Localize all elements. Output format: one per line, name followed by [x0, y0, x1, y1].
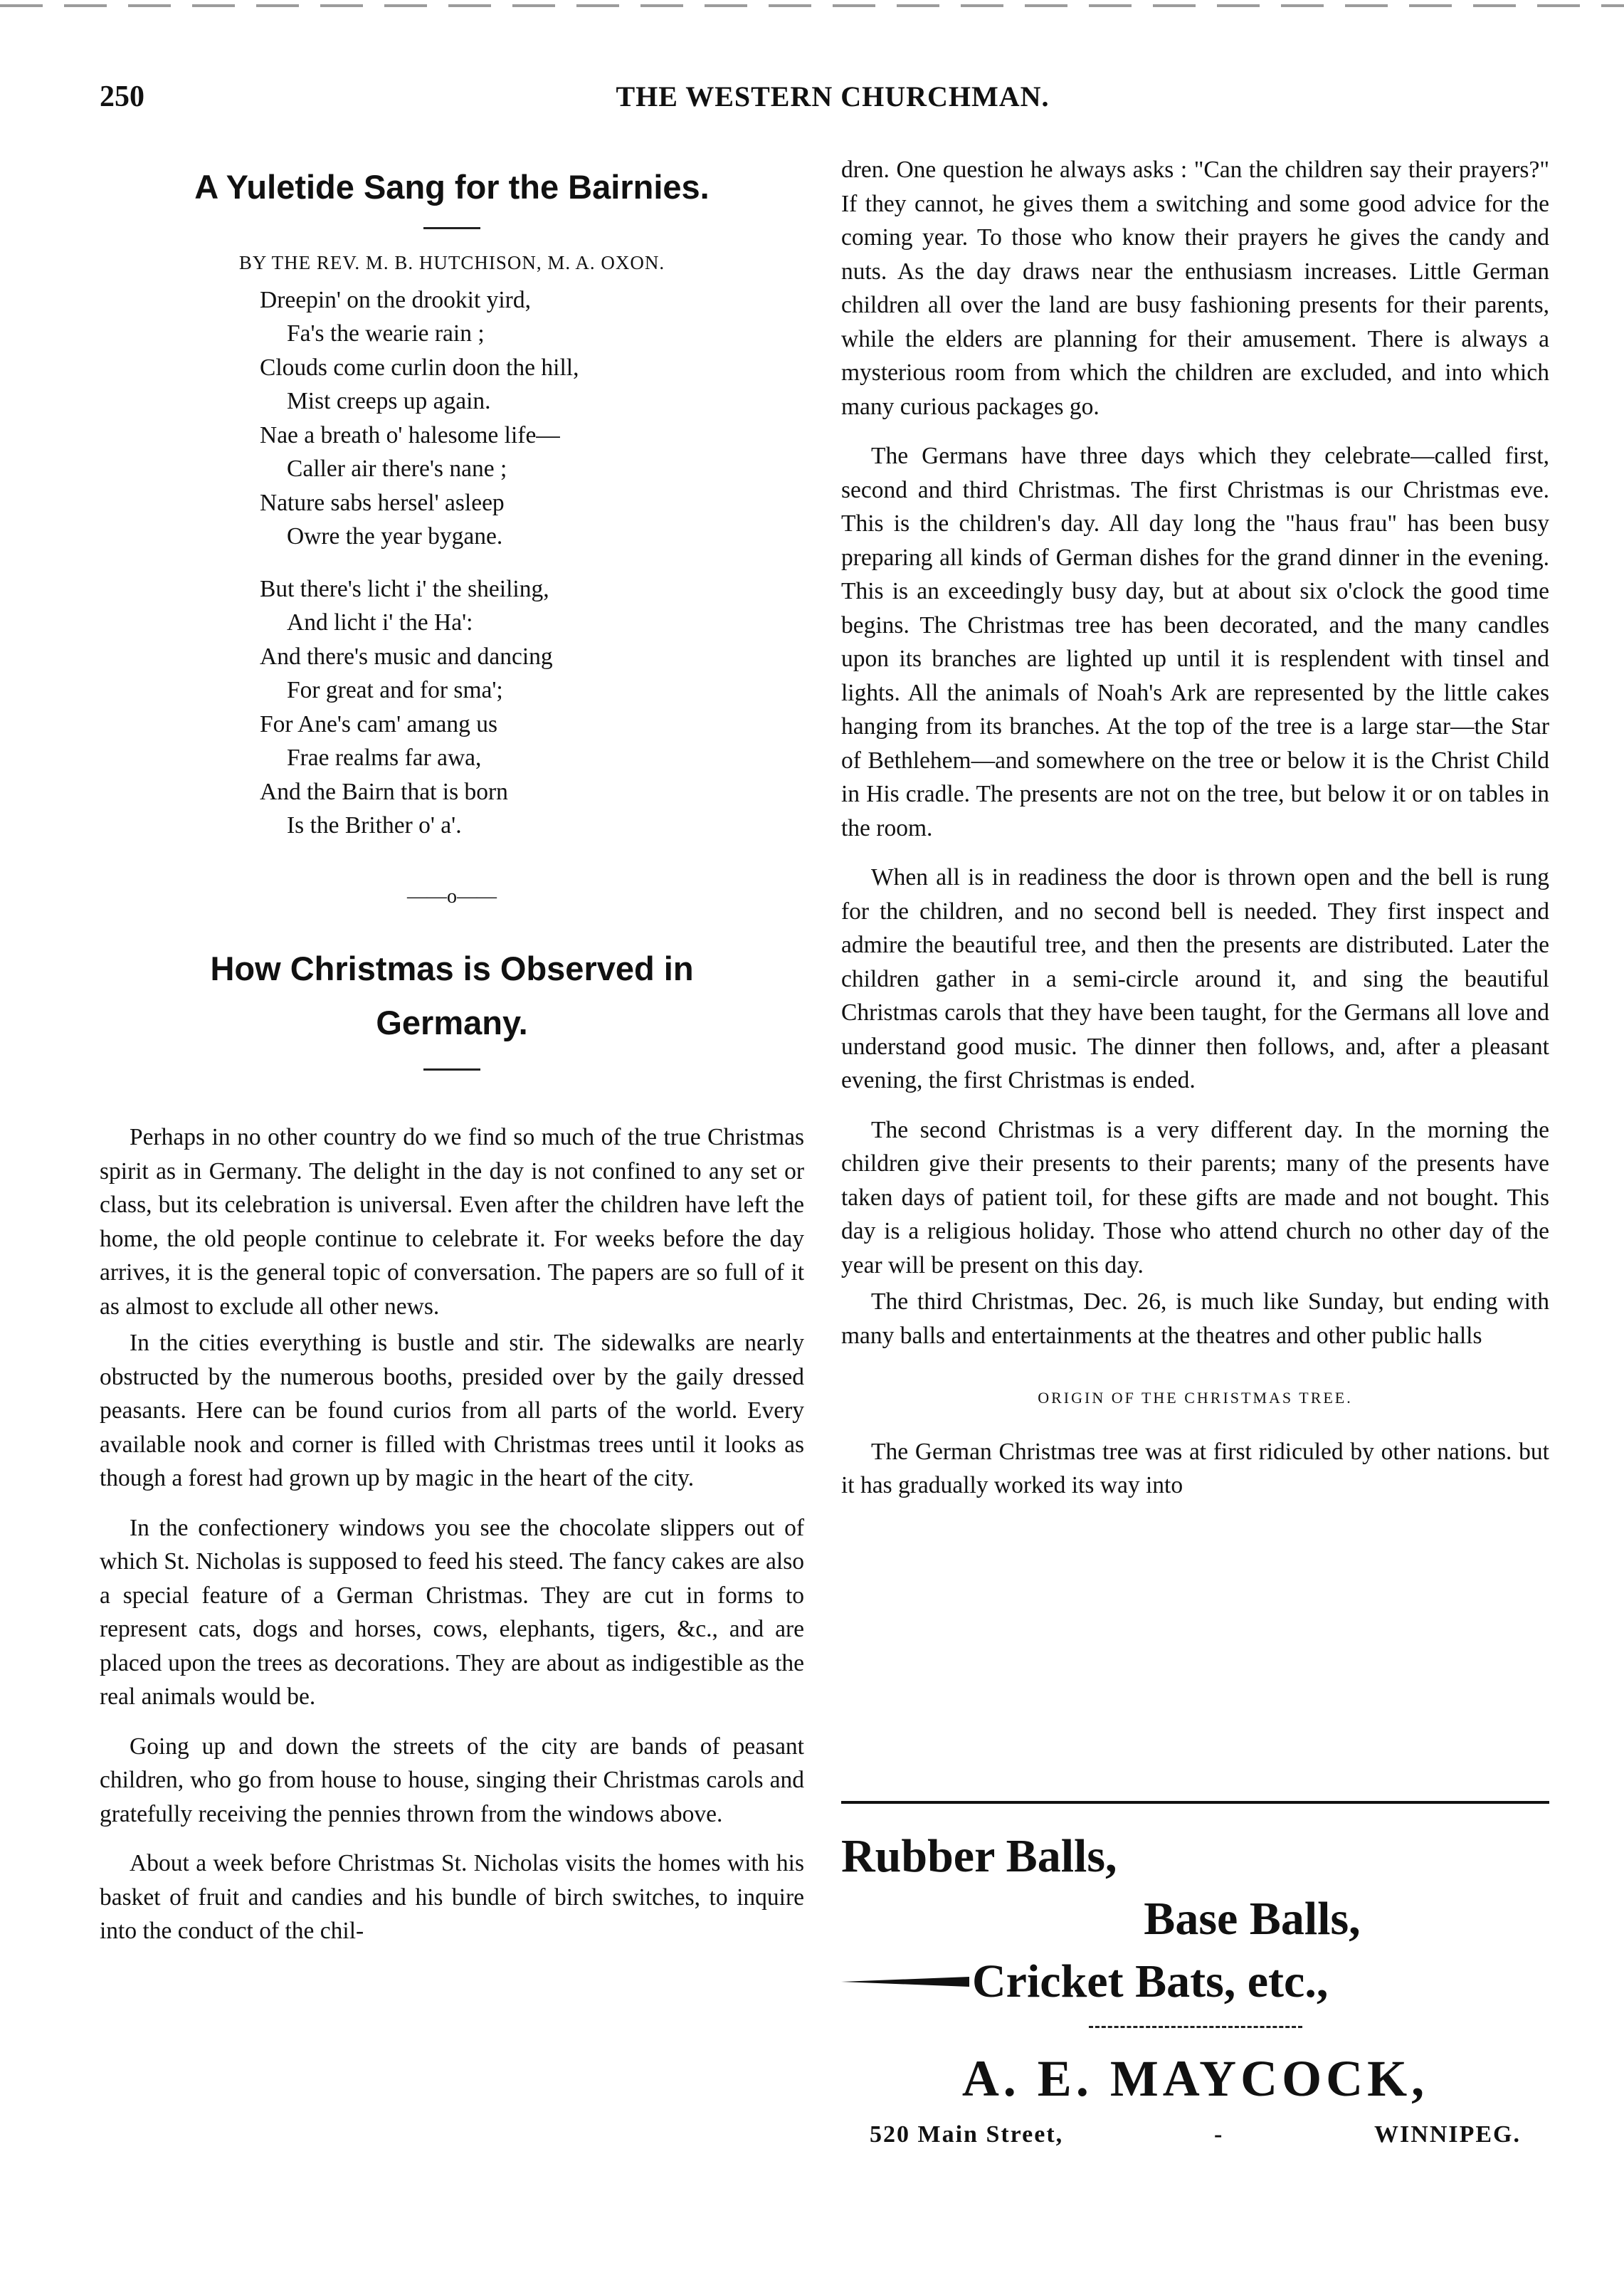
- poem-line: Frae realms far awa,: [287, 745, 482, 771]
- poem-title: A Yuletide Sang for the Bairnies.: [194, 168, 710, 206]
- article-paragraph: In the confectionery windows you see the chocolate slippers out of which St. Nicholas is supposed to feed his steed. The fancy cakes are also a special feature of a German Christmas. They are cut in forms to represent cats, dogs and horses, cows, elephants, tigers, &c., and are placed upon the trees as decorations. They are about as indigestible as the real animals would be.: [100, 1514, 804, 1710]
- poem-line: Caller air there's nane ;: [287, 456, 507, 482]
- advertisement: [841, 1801, 1549, 2171]
- poem-line: Is the Brither o' a'.: [287, 812, 462, 839]
- ad-top-rule: [841, 1801, 1549, 1804]
- article-paragraph: In the cities everything is bustle and stir. The sidewalks are nearly obstructed by the numerous booths, presided over by the gaily dressed peasants. Here can be found curios from all parts of the world. Every available nook and corner is filled with Christmas trees until it looks as though a forest had grown up by magic in the heart of the city.: [100, 1330, 804, 1491]
- street-address: 520 Main Street,: [870, 2121, 1064, 2148]
- right-column: [841, 153, 1549, 1503]
- article-paragraph: The second Christmas is a very different day. In the morning the children give their presents to their parents; many of the presents have taken days of patient toil, for these gifts are made and not bought. This day is a religious holiday. Those who attend church no other day of the year will be present on this day.: [841, 1116, 1549, 1278]
- poem-line: Dreepin' on the drookit yird,: [260, 286, 531, 313]
- section-divider: ——o——: [407, 885, 497, 908]
- poem-byline: BY THE REV. M. B. HUTCHISON, M. A. OXON.: [238, 252, 665, 273]
- merchant-address: [841, 2121, 1549, 2148]
- address-separator: -: [1213, 2121, 1224, 2148]
- poem-line: Clouds come curlin doon the hill,: [260, 354, 579, 381]
- poem-line: Fa's the wearie rain ;: [287, 320, 485, 347]
- article-paragraph: The German Christmas tree was at first ridiculed by other nations. but it has gradually worked its way into: [841, 1438, 1549, 1498]
- city-name: WINNIPEG.: [1374, 2121, 1521, 2148]
- article-paragraph: The third Christmas, Dec. 26, is much like Sunday, but ending with many balls and entertainments at the theatres and other public halls: [841, 1288, 1549, 1349]
- ad-line-base-balls: Base Balls,: [1144, 1893, 1361, 1945]
- article-title-rule: [423, 1068, 480, 1071]
- merchant-name: A. E. MAYCOCK,: [961, 2050, 1429, 2107]
- poem-stanza: [260, 572, 804, 843]
- page-top-rule: [0, 4, 1624, 7]
- poem-line: Nature sabs hersel' asleep: [260, 489, 505, 516]
- article-paragraph: Going up and down the streets of the city are bands of peasant children, who go from house to house, singing their Christmas carols and gratefully receiving the pennies thrown from the windows above.: [100, 1733, 804, 1827]
- article-paragraph: The Germans have three days which they celebrate—called first, second and third Christmas. The first Christmas is our Christmas eve. This is the children's day. All day long the "haus frau" has been busy preparing all kinds of German dishes for the grand dinner in the evening. This is an exceedingly busy day, but at about six o'clock the good time begins. The Christmas tree has been decorated, and the many candles upon its branches are lighted up until it is resplendent with tinsel and lights. All the animals of Noah's Ark are represented by the little cakes hanging from its branches. At the top of the tree is a large star—the Star of Bethlehem—and somewhere on the tree or below it is the Christ Child in His cradle. The presents are not on the tree, but below it or on tables in the room.: [841, 443, 1549, 841]
- poem-line: Mist creeps up again.: [287, 388, 491, 414]
- journal-title: THE WESTERN CHURCHMAN.: [616, 80, 1050, 112]
- left-column: [100, 153, 804, 1948]
- poem-line: And licht i' the Ha':: [287, 609, 473, 636]
- ad-line-cricket-bats: [841, 1950, 1549, 2013]
- poem-line: And the Bairn that is born: [260, 778, 508, 805]
- page-header: [100, 80, 1566, 122]
- article-title-line-2: Germany.: [376, 1004, 528, 1041]
- poem-line: Owre the year bygane.: [287, 523, 503, 550]
- poem-line: For great and for sma';: [287, 677, 503, 703]
- ad-line-cricket-text: Cricket Bats, etc.,: [972, 1955, 1329, 2007]
- ad-line-rubber-balls: Rubber Balls,: [841, 1830, 1117, 1882]
- article-paragraph: Perhaps in no other country do we find so much of the true Christmas spirit as in Germany. The delight in the day is not confined to any set or class, but its celebration is universal. Even after the children have left the home, the old people continue to celebrate it. For weeks before the day arrives, it is the general topic of conversation. The papers are so full of it as almost to exclude all other news.: [100, 1124, 804, 1320]
- subheading: ORIGIN OF THE CHRISTMAS TREE.: [1038, 1389, 1353, 1407]
- pointer-icon: [841, 1977, 969, 1987]
- poem-body: [260, 283, 804, 843]
- article-title-line-1: How Christmas is Observed in: [210, 950, 694, 987]
- article-paragraph: dren. One question he always asks : "Can the children say their prayers?" If they cannot, he gives them a switching and some good advice for the coming year. To those who know their prayers he gives the candy and nuts. As the day draws near the enthusiasm increases. Little German children all over the land are busy fashioning presents for their parents, while the elders are planning for their amusement. There is always a mysterious room from which the children are excluded, and into which many curious packages go.: [841, 157, 1549, 420]
- poem-line: And there's music and dancing: [260, 643, 553, 670]
- article-paragraph: About a week before Christmas St. Nicholas visits the homes with his basket of fruit and candies and his bundle of birch switches, to inquire into the conduct of the chil-: [100, 1850, 804, 1944]
- poem-line: But there's licht i' the sheiling,: [260, 575, 549, 602]
- article-paragraph: When all is in readiness the door is thrown open and the bell is rung for the children, and no second bell is needed. They first inspect and admire the beautiful tree, and then the presents are distributed. Later the children gather in a semi-circle around it, and sing the beautiful Christmas carols that they have been taught, for the Germans all love and understand good music. The dinner then follows, and, after a pleasant evening, the first Christmas is ended.: [841, 864, 1549, 1093]
- title-rule: [423, 227, 480, 229]
- poem-stanza: [260, 283, 804, 554]
- poem-line: Nae a breath o' halesome life—: [260, 421, 560, 448]
- poem-line: For Ane's cam' amang us: [260, 710, 497, 737]
- page-number: 250: [100, 80, 144, 113]
- ad-dashed-rule: [1089, 2026, 1302, 2028]
